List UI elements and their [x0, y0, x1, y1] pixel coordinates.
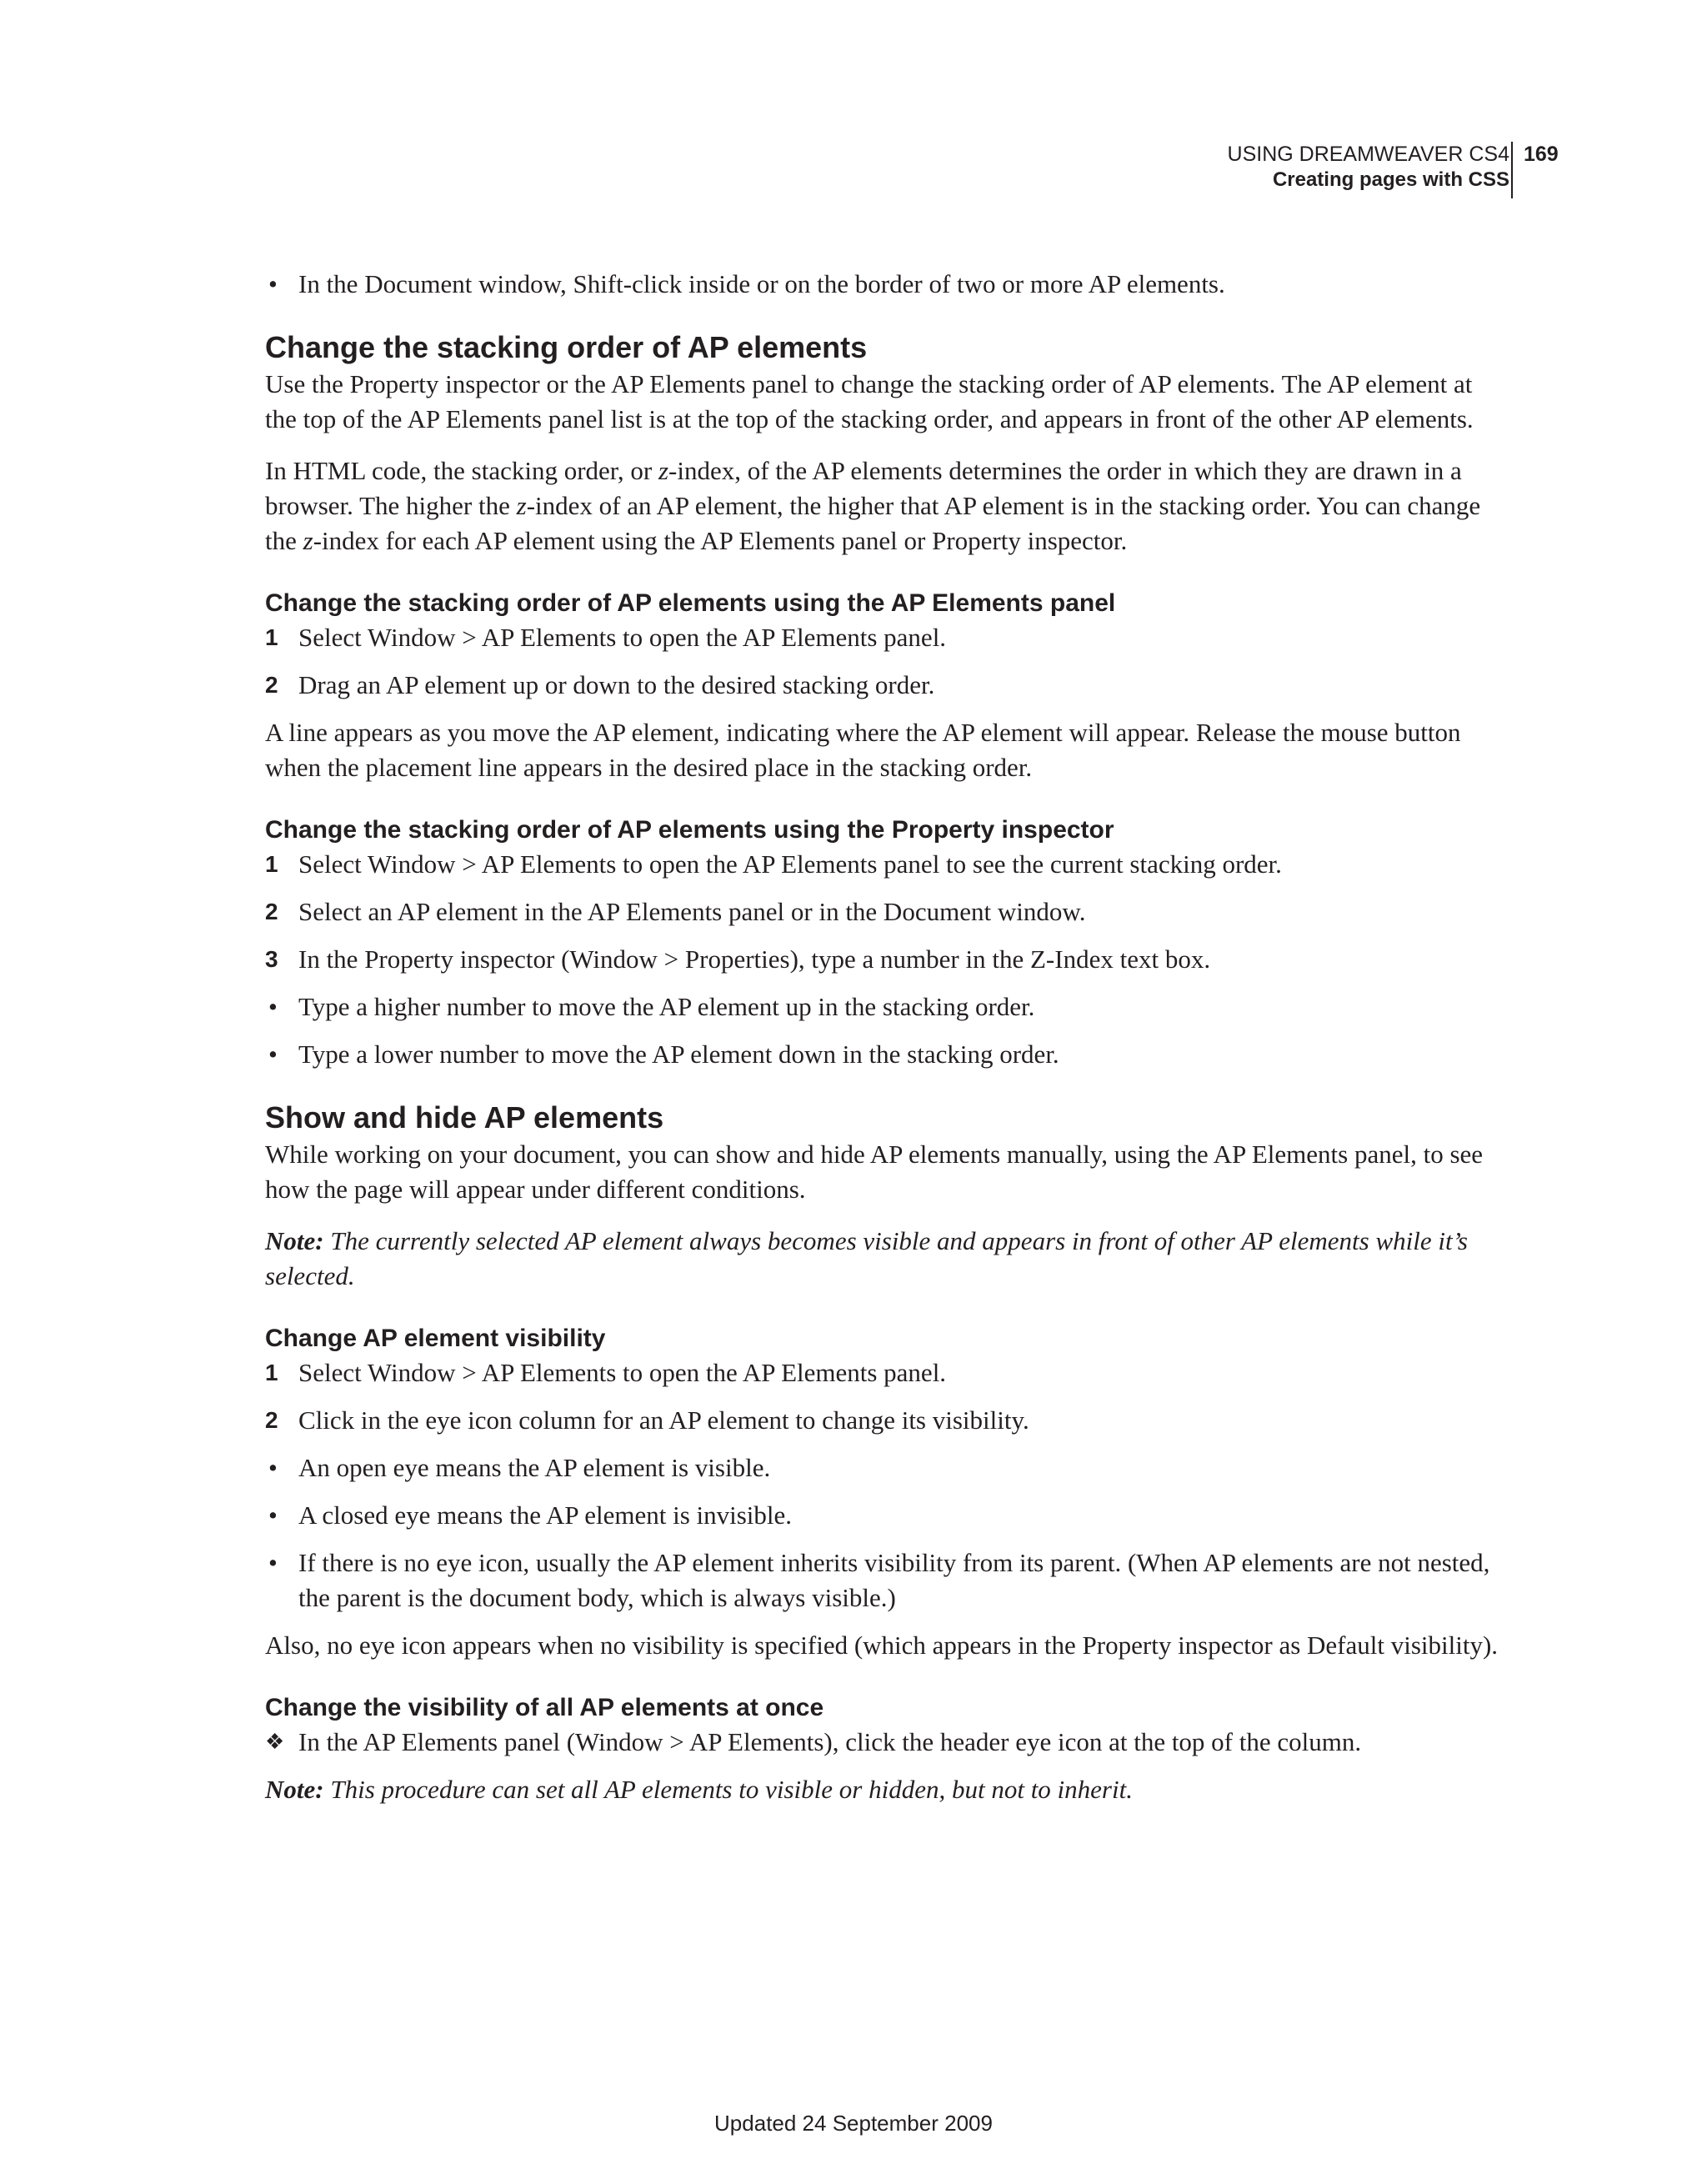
note-text: This procedure can set all AP elements to visible or hidden, but not to inherit. [323, 1775, 1133, 1804]
book-title: USING DREAMWEAVER CS4 [1227, 143, 1509, 166]
subsection-heading: Change the visibility of all AP elements at once [265, 1694, 824, 1721]
note [265, 1224, 1507, 1294]
list-item [265, 267, 1507, 302]
step-text: Select an AP element in the AP Elements panel or in the Document window. [298, 897, 1086, 926]
header-divider [1511, 142, 1513, 198]
bullet-marker: • [268, 1453, 278, 1482]
section-heading-stacking-order: Change the stacking order of AP elements [265, 330, 868, 364]
text-run: -index of an AP element, the higher that AP element is in the stacking order. You can change the [265, 491, 1481, 555]
step-number: 2 [265, 1407, 278, 1433]
numbered-step [265, 1403, 1507, 1438]
step-text: Drag an AP element up or down to the desired stacking order. [298, 670, 935, 699]
bullet-marker: • [268, 992, 278, 1021]
italic-term: z [658, 456, 669, 485]
subsection-heading: Change the stacking order of AP elements using the AP Elements panel [265, 589, 1116, 617]
subsection-heading: Change AP element visibility [265, 1325, 606, 1352]
step-number: 2 [265, 899, 278, 924]
italic-term: z [303, 526, 313, 555]
step-text: Select Window > AP Elements to open the AP Elements panel to see the current stacking order. [298, 849, 1282, 879]
list-item [265, 1037, 1507, 1072]
paragraph: A line appears as you move the AP element, indicating where the AP element will appear. Release the mouse button when the placement line appears in the desired place in the stacking order. [265, 718, 1461, 782]
bullet-marker: • [268, 1039, 278, 1069]
numbered-step [265, 668, 1507, 703]
note-label: Note: [265, 1226, 324, 1255]
list-item-text: Type a lower number to move the AP element down in the stacking order. [298, 1039, 1059, 1069]
step-text: Click in the eye icon column for an AP element to change its visibility. [298, 1405, 1029, 1435]
numbered-step [265, 847, 1507, 882]
step-number: 1 [265, 1360, 278, 1385]
note [265, 1772, 1507, 1807]
subsection-heading: Change the stacking order of AP elements using the Property inspector [265, 816, 1114, 844]
page-number: 169 [1524, 143, 1559, 166]
numbered-step [265, 620, 1507, 655]
section-heading-show-hide: Show and hide AP elements [265, 1100, 664, 1135]
list-item [265, 1498, 1507, 1533]
numbered-step [265, 894, 1507, 929]
step-number: 1 [265, 624, 278, 650]
note-text: The currently selected AP element always becomes visible and appears in front of other AP elements while it’s selected. [265, 1226, 1468, 1290]
italic-term: z [516, 491, 527, 520]
paragraph: Also, no eye icon appears when no visibility is specified (which appears in the Property inspector as Default visibility). [265, 1630, 1499, 1660]
step-text: In the Property inspector (Window > Properties), type a number in the Z-Index text box. [298, 944, 1211, 974]
text-run: -index, of the AP elements determines the order in which they are drawn in a browser. The higher the [265, 456, 1462, 520]
text-run: -index for each AP element using the AP Elements panel or Property inspector. [313, 526, 1128, 555]
text-run: In HTML code, the stacking order, or [265, 456, 658, 485]
numbered-step [265, 942, 1507, 977]
note-label: Note: [265, 1775, 324, 1804]
single-step [265, 1725, 1507, 1760]
bullet-marker: • [268, 1548, 278, 1577]
step-number: 3 [265, 946, 278, 972]
paragraph: Use the Property inspector or the AP Elements panel to change the stacking order of AP elements. The AP element at the top of the AP Elements panel list is at the top of the stacking order, and appears in front of the other AP elements. [265, 369, 1474, 433]
step-number: 2 [265, 672, 278, 698]
list-item-text: A closed eye means the AP element is invisible. [298, 1500, 793, 1530]
list-item-text: In the Document window, Shift-click inside or on the border of two or more AP elements. [298, 269, 1225, 298]
chapter-title: Creating pages with CSS [1272, 168, 1509, 191]
step-number: 1 [265, 851, 278, 877]
page-body [265, 267, 1507, 1824]
diamond-bullet-icon: ❖ [265, 1730, 285, 1754]
numbered-step [265, 1355, 1507, 1390]
paragraph-z-index [265, 453, 1507, 559]
list-item-text: An open eye means the AP element is visible. [298, 1453, 771, 1482]
list-item-text: Type a higher number to move the AP element up in the stacking order. [298, 992, 1035, 1021]
list-item [265, 989, 1507, 1024]
step-text: Select Window > AP Elements to open the AP Elements panel. [298, 623, 947, 652]
paragraph: While working on your document, you can show and hide AP elements manually, using the AP Elements panel, to see how the page will appear under different conditions. [265, 1140, 1484, 1204]
list-item [265, 1545, 1507, 1615]
list-item-text: If there is no eye icon, usually the AP element inherits visibility from its parent. (When AP elements are not nested, the parent is the document body, which is always visible.) [298, 1548, 1490, 1612]
list-item [265, 1450, 1507, 1485]
page-footer: Updated 24 September 2009 [714, 2111, 993, 2136]
bullet-marker: • [268, 1500, 278, 1530]
bullet-marker: • [268, 269, 278, 298]
step-text: In the AP Elements panel (Window > AP Elements), click the header eye icon at the top of the column. [298, 1727, 1362, 1756]
running-header [1228, 142, 1509, 193]
step-text: Select Window > AP Elements to open the AP Elements panel. [298, 1358, 947, 1387]
